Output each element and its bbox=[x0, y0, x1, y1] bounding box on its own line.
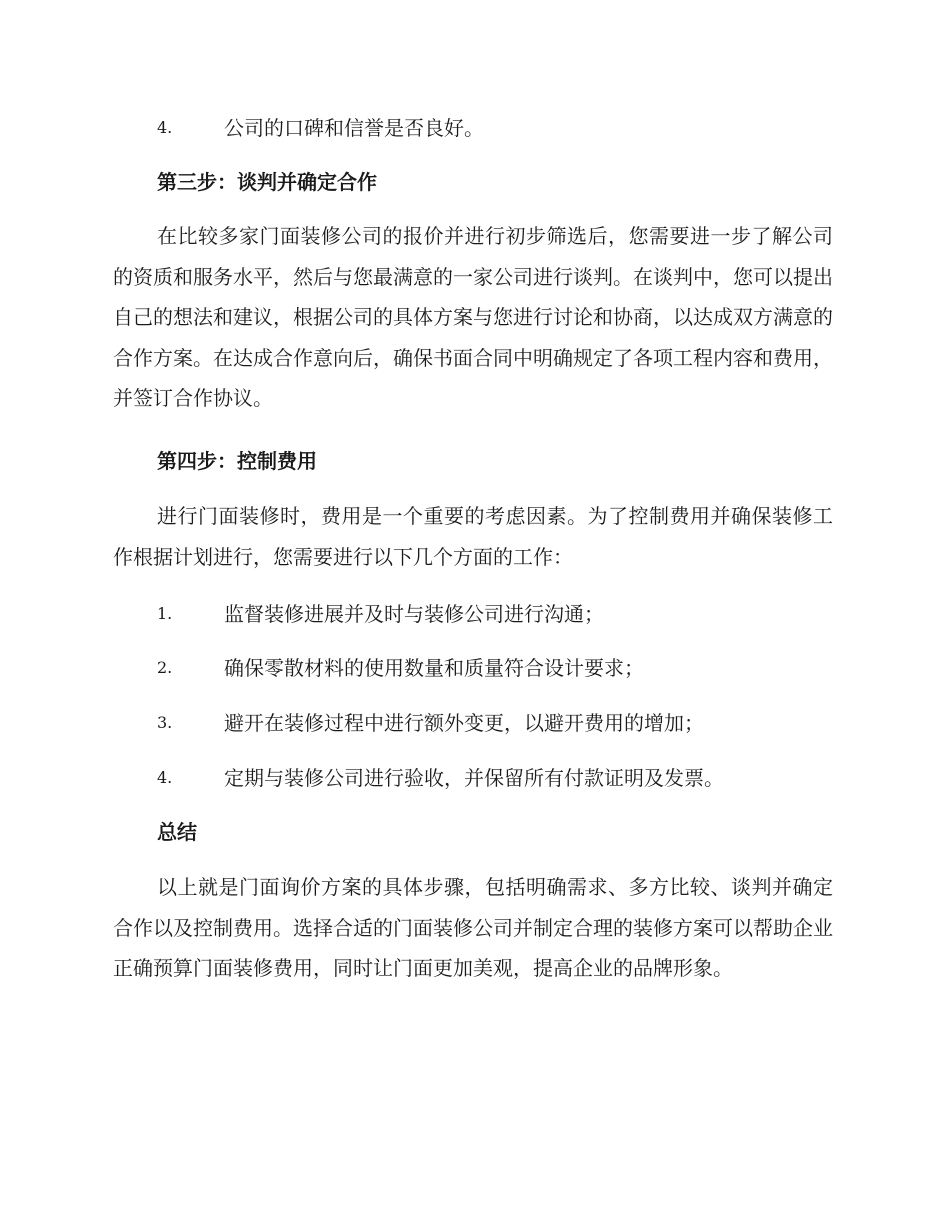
list-text: 避开在装修过程中进行额外变更，以避开费用的增加； bbox=[224, 711, 704, 735]
section-heading-step4: 第四步：控制费用 bbox=[157, 449, 317, 473]
list-number: 3. bbox=[157, 713, 173, 732]
list-text: 确保零散材料的使用数量和质量符合设计要求； bbox=[224, 656, 644, 680]
list-item bbox=[0, 763, 950, 793]
list-number: 4. bbox=[157, 118, 173, 137]
list-text: 定期与装修公司进行验收，并保留所有付款证明及发票。 bbox=[224, 766, 724, 790]
list-text: 监督装修进展并及时与装修公司进行沟通； bbox=[224, 602, 604, 626]
list-item bbox=[0, 599, 950, 629]
list-item bbox=[0, 113, 950, 143]
list-number: 2. bbox=[157, 658, 173, 677]
list-item bbox=[0, 653, 950, 683]
list-number: 1. bbox=[157, 604, 173, 623]
paragraph-step3: 在比较多家门面装修公司的报价并进行初步筛选后，您需要进一步了解公司的资质和服务水平，然后与您最满意的一家公司进行谈判。在谈判中，您可以提出自己的想法和建议，根据公司的具体方案与您进行讨论和协商，以达成双方满意的合作方案。在达成合作意向后，确保书面合同中明确规定了各项工程内容和费用，并签订合作协议。 bbox=[113, 224, 833, 410]
section-heading-summary: 总结 bbox=[157, 820, 197, 844]
section-heading-step3: 第三步：谈判并确定合作 bbox=[157, 170, 377, 194]
list-item bbox=[0, 708, 950, 738]
paragraph-summary: 以上就是门面询价方案的具体步骤，包括明确需求、多方比较、谈判并确定合作以及控制费用。选择合适的门面装修公司并制定合理的装修方案可以帮助企业正确预算门面装修费用，同时让门面更加美观，提高企业的品牌形象。 bbox=[113, 875, 833, 980]
list-number: 4. bbox=[157, 768, 173, 787]
paragraph-step4: 进行门面装修时，费用是一个重要的考虑因素。为了控制费用并确保装修工作根据计划进行，您需要进行以下几个方面的工作： bbox=[113, 504, 833, 569]
list-text: 公司的口碑和信誉是否良好。 bbox=[224, 116, 484, 140]
